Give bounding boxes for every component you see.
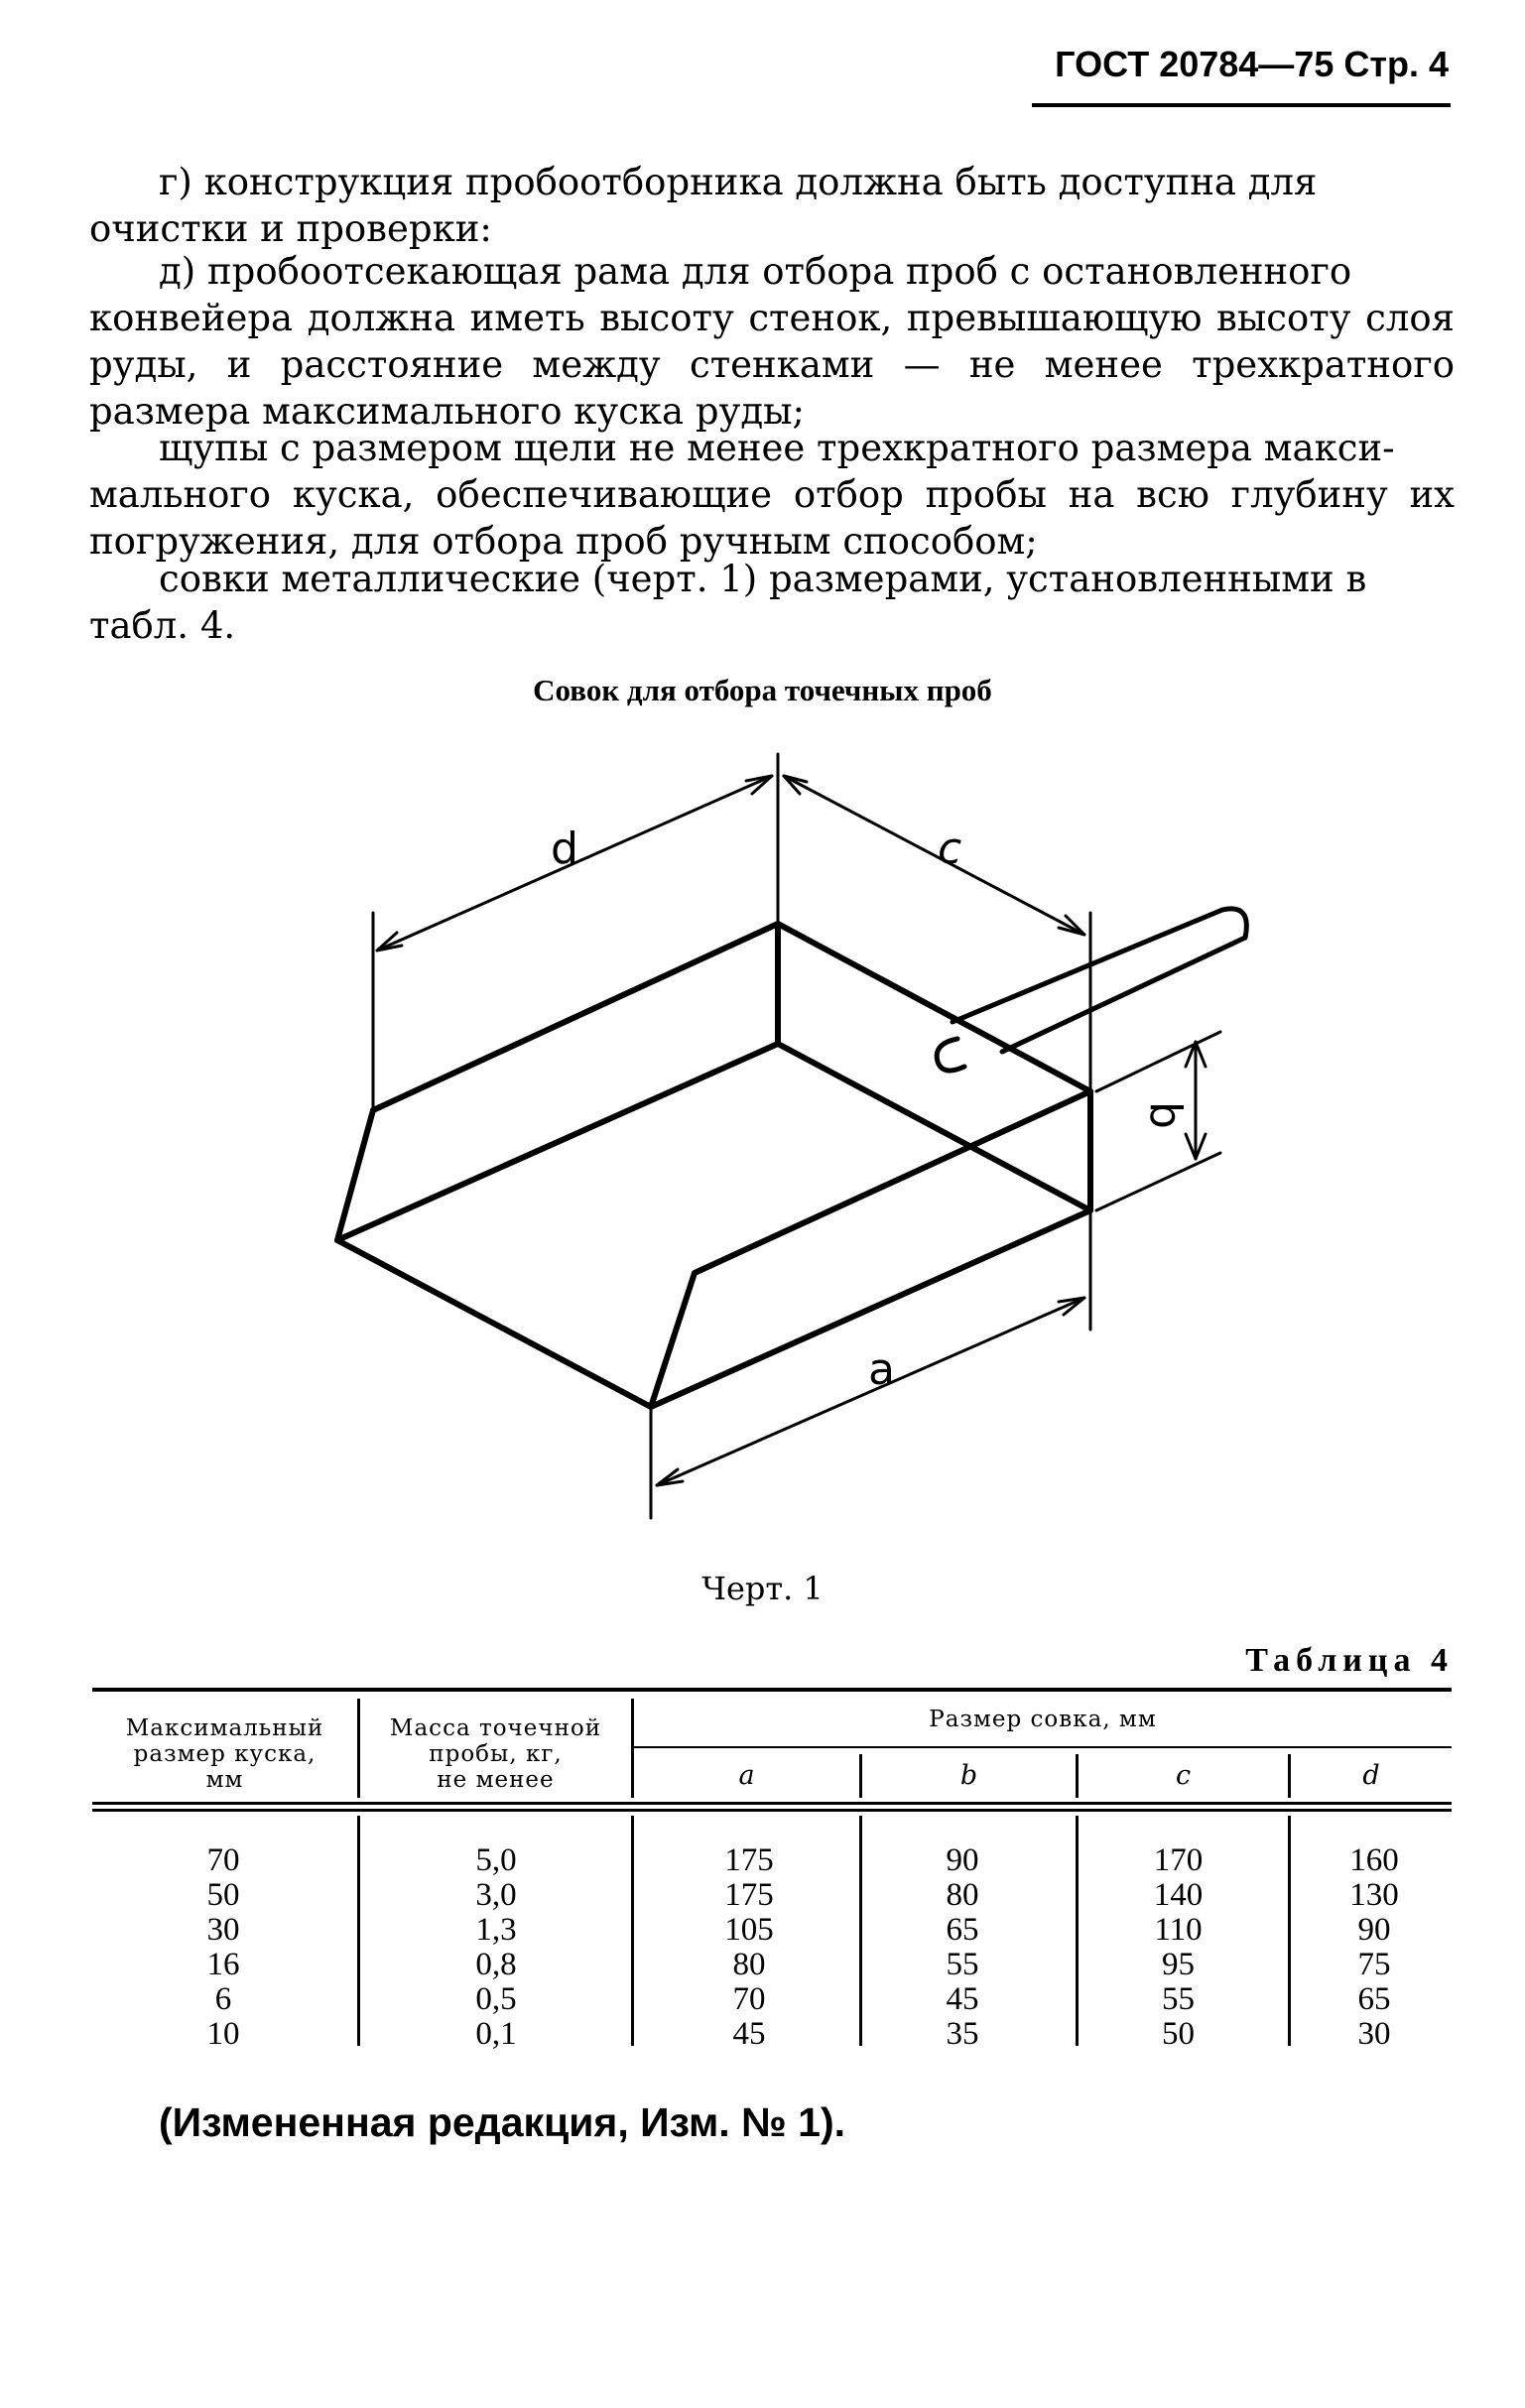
header-max-size-line-1: Максимальный <box>125 1715 324 1741</box>
paragraph-scoops <box>89 556 1455 649</box>
paragraph-d <box>89 248 1455 435</box>
paragraph-g <box>89 159 1455 252</box>
header-max-size-line-2: размер куска, <box>133 1741 317 1767</box>
paragraph-probes <box>89 425 1455 565</box>
table-cell: 0,8 <box>475 1947 517 1982</box>
column-mass <box>397 1843 595 2052</box>
paragraph-scoops-first: совки металлические (черт. 1) размерами, установленными в <box>159 558 1367 600</box>
paragraph-g-rest: очистки и проверки: <box>89 207 492 250</box>
table-top-rule <box>92 1688 1452 1692</box>
table-cell: 30 <box>1357 2016 1391 2052</box>
header-mass <box>360 1715 631 1793</box>
table-cell: 130 <box>1349 1877 1399 1913</box>
table-cell: 160 <box>1349 1842 1399 1878</box>
table-vline-body-2 <box>631 1816 634 2046</box>
dimension-arrows <box>377 776 1206 1485</box>
table-cell: 140 <box>1153 1877 1204 1913</box>
table-cell: 95 <box>1162 1947 1195 1982</box>
label-d: d <box>551 824 578 874</box>
header-mass-line-1: Масса точечной <box>389 1715 602 1741</box>
header-c: c <box>1175 1760 1192 1791</box>
paragraph-probes-rest: мального куска, обеспечивающие отбор пробы на всю глубину их погружения, для отбора проб ручным способом; <box>89 473 1455 563</box>
amendment-note: (Измененная редакция, Изм. № 1). <box>159 2099 846 2145</box>
table-cell: 50 <box>206 1877 240 1913</box>
header-max-size <box>92 1715 357 1793</box>
table-cell: 6 <box>214 1981 232 2017</box>
column-a <box>655 1843 843 2052</box>
paragraph-probes-first: щупы с размером щели не менее трехкратного размера макси- <box>159 427 1395 469</box>
table-vline-body-3 <box>859 1816 862 2046</box>
paragraph-g-first: г) конструкция пробоотборника должна быть доступна для <box>159 161 1318 203</box>
header-b: b <box>959 1760 978 1791</box>
table-subheader-rule <box>633 1746 1452 1748</box>
table-vline-body-4 <box>1076 1816 1079 2046</box>
label-b: b <box>1140 1101 1191 1129</box>
table-cell: 16 <box>206 1947 240 1982</box>
header-max-size-line-3: мм <box>205 1767 244 1793</box>
table-cell: 45 <box>946 1981 979 2017</box>
header-mass-line-3: не менее <box>437 1767 555 1793</box>
column-c <box>1091 1843 1265 2052</box>
table-cell: 175 <box>724 1842 774 1878</box>
table-cell: 1,3 <box>475 1912 517 1948</box>
table-cell: 105 <box>724 1912 774 1948</box>
table-vline-body-5 <box>1288 1816 1291 2046</box>
paragraph-d-first: д) пробоотсекающая рама для отбора проб с остановленного <box>159 250 1352 293</box>
scoop-drawing <box>0 734 1525 1528</box>
header-rule <box>1032 103 1451 107</box>
table-cell: 0,1 <box>475 2016 517 2052</box>
table-cell: 70 <box>732 1981 766 2017</box>
figure-caption: Черт. 1 <box>701 1570 824 1607</box>
table-cell: 55 <box>1162 1981 1195 2017</box>
column-b <box>873 1843 1052 2052</box>
header-a: a <box>738 1760 755 1791</box>
table-cell: 35 <box>946 2016 979 2052</box>
table-header-rule-2 <box>92 1809 1452 1812</box>
paragraph-d-rest: конвейера должна иметь высоту стенок, превышающую высоту слоя руды, и расстояние между стенками — не менее трехкратного размера максимального куска руды; <box>89 297 1455 433</box>
table-cell: 30 <box>206 1912 240 1948</box>
table-header-rule-1 <box>92 1802 1452 1805</box>
table-cell: 170 <box>1153 1842 1204 1878</box>
paragraph-scoops-rest: табл. 4. <box>89 604 236 647</box>
table-cell: 110 <box>1154 1912 1203 1948</box>
header-d: d <box>1362 1760 1380 1791</box>
table-cell: 0,5 <box>475 1981 517 2017</box>
scoop-body <box>337 924 1090 1407</box>
table-cell: 70 <box>206 1842 240 1878</box>
table-cell: 3,0 <box>475 1877 517 1913</box>
table-cell: 80 <box>732 1947 766 1982</box>
header-mass-line-2: пробы, кг, <box>429 1741 563 1767</box>
table-cell: 65 <box>946 1912 979 1948</box>
column-max-size <box>129 1843 318 2052</box>
table-cell: 45 <box>732 2016 766 2052</box>
table-cell: 90 <box>946 1842 979 1878</box>
header-scoop-size: Размер совка, мм <box>929 1707 1157 1732</box>
table-vline-body-1 <box>357 1816 360 2046</box>
label-c: c <box>938 824 962 874</box>
table-cell: 50 <box>1162 2016 1195 2052</box>
table-cell: 5,0 <box>475 1842 517 1878</box>
table-label: Таблица 4 <box>1245 1642 1454 1679</box>
table-cell: 55 <box>946 1947 979 1982</box>
table-cell: 75 <box>1357 1947 1391 1982</box>
page-header: ГОСТ 20784—75 Стр. 4 <box>1055 44 1449 84</box>
column-d <box>1300 1843 1449 2052</box>
table-cell: 90 <box>1357 1912 1391 1948</box>
table-cell: 10 <box>206 2016 240 2052</box>
table-cell: 80 <box>946 1877 979 1913</box>
table-cell: 65 <box>1357 1981 1391 2017</box>
table-cell: 175 <box>724 1877 774 1913</box>
label-a: a <box>868 1344 895 1395</box>
figure-title: Совок для отбора точечных проб <box>533 673 992 707</box>
